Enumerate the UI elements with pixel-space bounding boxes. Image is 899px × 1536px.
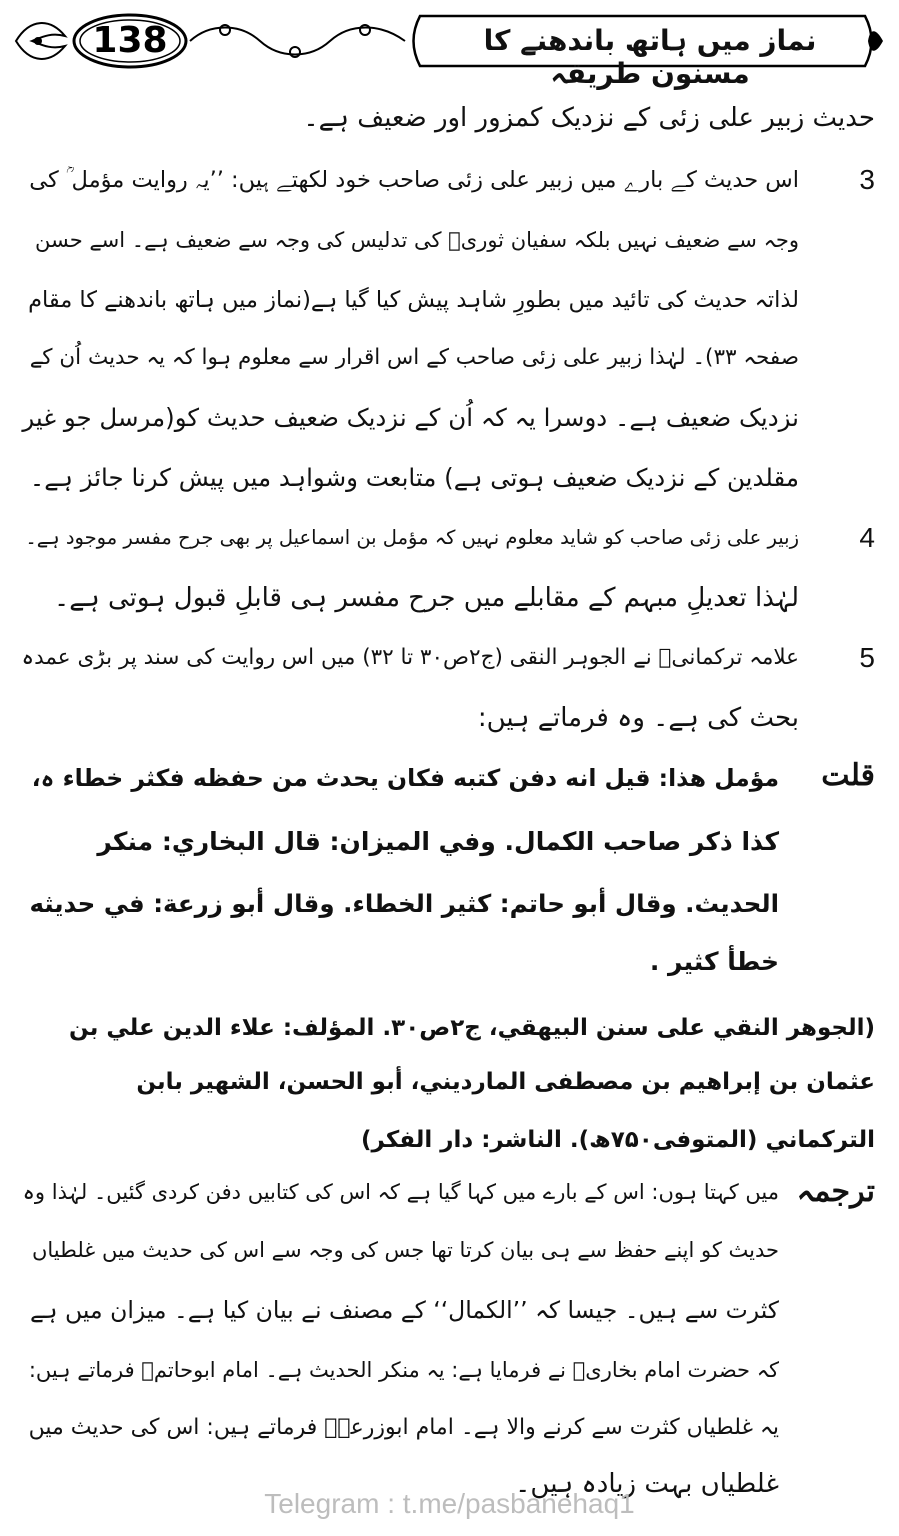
text-line: بحث کی ہے۔ وہ فرماتے ہیں: xyxy=(477,703,799,733)
arabic-quote-line: كذا ذكر صاحب الكمال. وفي الميزان: قال البخاري: منكر xyxy=(97,827,779,856)
translation-line: یہ غلطیاں کثرت سے کرنے والا ہے۔ امام ابوزرعہؒ فرماتے ہیں: اس کی حدیث میں xyxy=(28,1415,779,1440)
tarjuma-label: ترجمہ xyxy=(796,1174,875,1209)
text-line: مقلدین کے نزدیک ضعیف ہوتی ہے) متابعت وشواہد میں پیش کرنا جائز ہے۔ xyxy=(29,463,799,492)
page-header xyxy=(10,8,889,90)
text-line: حدیث زبیر علی زئی کے نزدیک کمزور اور ضعیف ہے۔ xyxy=(303,103,875,133)
text-line: علامہ ترکمانیؒ نے الجوہر النقی (ج۲ص۳۰ تا ۳۲) میں اس روایت کی سند پر بڑی عمدہ xyxy=(21,645,799,670)
translation-line: غلطیاں بہت زیادہ ہیں۔ xyxy=(515,1469,779,1499)
text-line: لہٰذا تعدیلِ مبہم کے مقابلے میں جرح مفسر ہی قابلِ قبول ہوتی ہے۔ xyxy=(54,583,799,613)
chapter-title: نماز میں ہاتھ باندھنے کا مسنون طریقہ xyxy=(483,24,817,90)
item-number: 4 xyxy=(859,522,875,553)
item-number: 5 xyxy=(859,642,875,673)
text-line: اس حدیث کے بارے میں زبیر علی زئی صاحب خود لکھتے ہیں: ’’یہ روایت مؤمل ؒ کی xyxy=(29,167,799,193)
translation-line: کہ حضرت امام بخاریؒ نے فرمایا ہے: یہ منکر الحدیث ہے۔ امام ابوحاتمؒ فرماتے ہیں: xyxy=(28,1358,779,1382)
translation-line: حدیث کو اپنے حفظ سے ہی بیان کرتا تھا جس کی وجہ سے اس کی حدیث میں غلطیاں xyxy=(31,1238,779,1262)
page-number: 138 xyxy=(92,20,168,61)
text-line: صفحہ ۳۳)۔ لہٰذا زبیر علی زئی صاحب کے اس اقرار سے معلوم ہوا کہ یہ حدیث اُن کے xyxy=(29,345,799,370)
translation-line: میں کہتا ہوں: اس کے بارے میں کہا گیا ہے کہ اس کی کتابیں دفن کردی گئیں۔ لہٰذا وہ xyxy=(22,1180,779,1204)
reference-line: التركماني (المتوفى۷۵۰ھ). الناشر: دار الفكر) xyxy=(361,1127,875,1153)
qult-label: قلت xyxy=(821,758,875,793)
arabic-quote-line: خطأ كثير . xyxy=(649,947,779,976)
arabic-quote-line: مؤمل هذا: قيل انه دفن كتبه فكان يحدث من حفظه فكثر خطاء ہ، xyxy=(31,764,779,792)
reference-line: (الجوهر النقي على سنن البيهقي، ج۲ص۳۰. المؤلف: علاء الدين علي بن xyxy=(69,1015,875,1041)
reference-line: عثمان بن إبراهيم بن مصطفى المارديني، أبو الحسن، الشهير بابن xyxy=(136,1069,875,1095)
text-line: وجہ سے ضعیف نہیں بلکہ سفیان ثوریؒ کی تدلیس کی وجہ سے ضعیف ہے۔ اسے حسن xyxy=(34,228,799,252)
translation-line: کثرت سے ہیں۔ جیسا کہ ’’الکمال‘‘ کے مصنف نے بیان کیا ہے۔ میزان میں ہے xyxy=(30,1296,779,1324)
text-line: نزدیک ضعیف ہے۔ دوسرا یہ کہ اُن کے نزدیک ضعیف حدیث کو(مرسل جو غیر xyxy=(22,403,799,432)
arabic-quote-line: الحديث. وقال أبو حاتم: كثير الخطاء. وقال أبو زرعة: في حديثه xyxy=(29,889,779,918)
text-line: زبیر علی زئی صاحب کو شاید معلوم نہیں کہ مؤمل بن اسماعیل پر بھی جرح مفسر موجود ہے۔ xyxy=(25,526,799,549)
telegram-watermark: Telegram : t.me/pasbanehaq1 xyxy=(264,1488,635,1519)
item-number: 3 xyxy=(859,164,875,195)
text-line: لذاتہ حدیث کی تائید میں بطورِ شاہد پیش کیا گیا ہے(نماز میں ہاتھ باندھنے کا مقام xyxy=(28,287,799,313)
